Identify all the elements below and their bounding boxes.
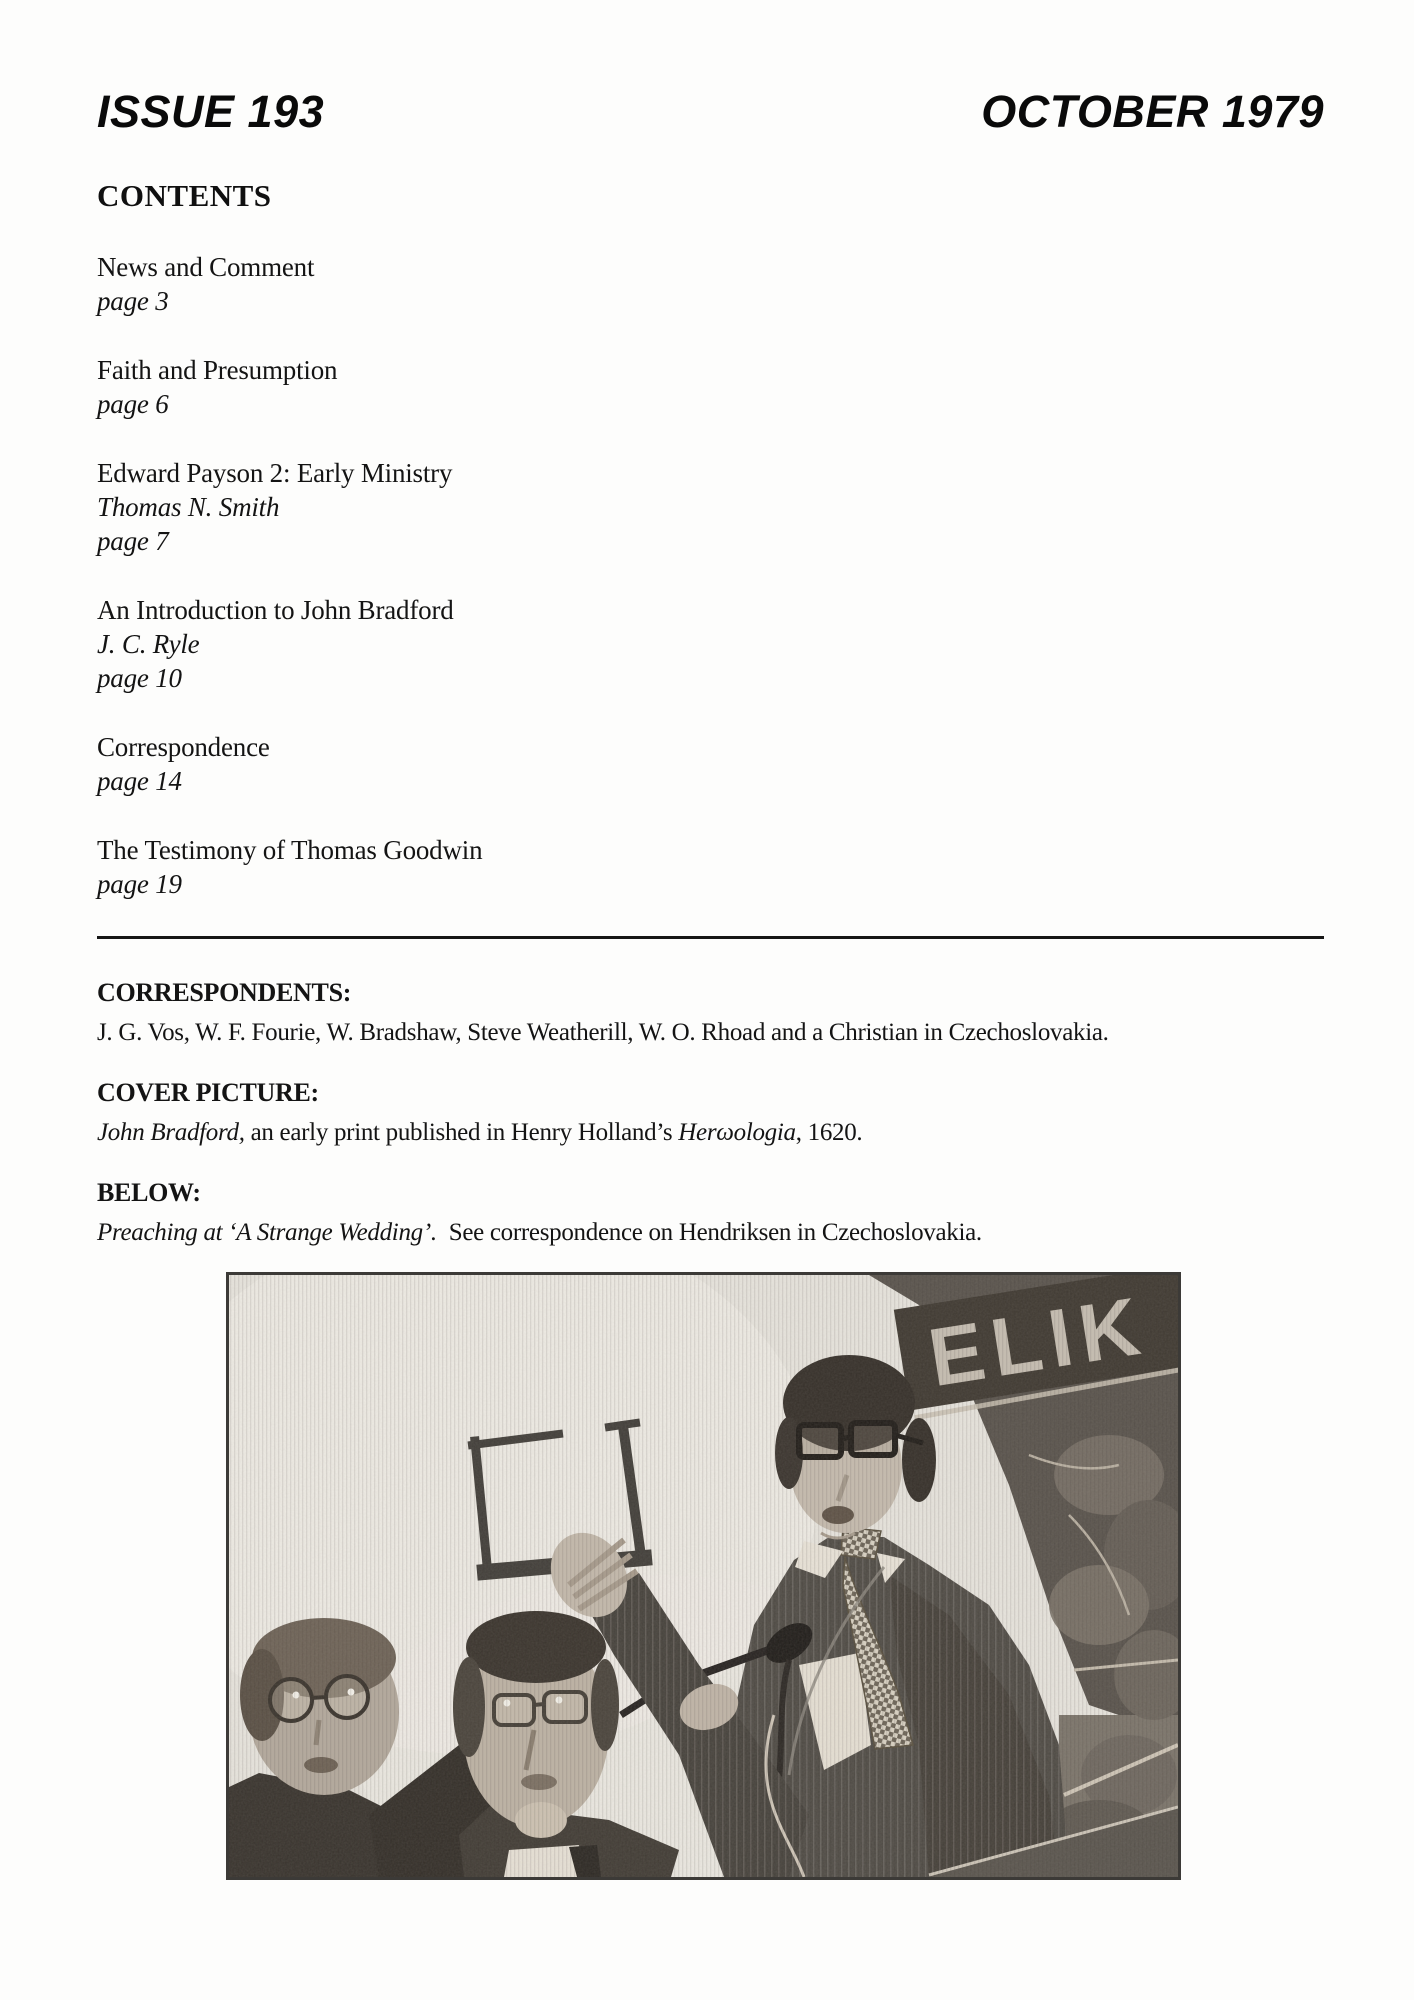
divider-rule	[97, 936, 1324, 939]
toc-entry-title: Faith and Presumption	[97, 355, 338, 385]
toc-entry	[97, 730, 1324, 798]
below-text	[97, 1217, 1324, 1249]
below-section	[97, 1177, 1324, 1249]
correspondents-section	[97, 977, 1324, 1049]
toc-entry-page: page 10	[97, 663, 182, 693]
toc-entry-title: Correspondence	[97, 732, 270, 762]
toc-entry-title: The Testimony of Thomas Goodwin	[97, 835, 483, 865]
issue-number: ISSUE 193	[97, 86, 325, 137]
toc-entry	[97, 593, 1324, 695]
correspondents-label: CORRESPONDENTS:	[97, 978, 352, 1007]
cover-picture-work: John Bradford,	[97, 1119, 245, 1146]
cover-picture-label: COVER PICTURE:	[97, 1078, 319, 1107]
toc-entry-page: page 19	[97, 869, 182, 899]
below-label: BELOW:	[97, 1178, 201, 1207]
toc-entry-title: An Introduction to John Bradford	[97, 595, 454, 625]
film-grain	[229, 1275, 1178, 1877]
cover-picture-desc: an early print published in Henry Holland’s	[244, 1119, 679, 1146]
below-caption: Preaching at ‘A Strange Wedding’.	[97, 1219, 437, 1246]
below-note: See correspondence on Hendriksen in Czechoslovakia.	[436, 1219, 982, 1246]
toc-entry	[97, 833, 1324, 901]
toc-entry-title: News and Comment	[97, 252, 315, 282]
cover-picture-text	[97, 1117, 1324, 1149]
cover-picture-book-title: Herωologia	[678, 1119, 796, 1146]
contents-heading: CONTENTS	[97, 178, 272, 213]
photo-illustration	[229, 1275, 1178, 1877]
correspondents-text: J. G. Vos, W. F. Fourie, W. Bradshaw, Steve Weatherill, W. O. Rhoad and a Christian in Czechoslovakia.	[97, 1019, 1109, 1046]
toc-entry	[97, 250, 1324, 318]
toc-entry-page: page 6	[97, 389, 169, 419]
toc-entry-page: page 7	[97, 526, 169, 556]
table-of-contents	[97, 250, 1324, 901]
photo-strange-wedding	[226, 1272, 1181, 1880]
toc-entry-author: Thomas N. Smith	[97, 492, 280, 522]
toc-entry	[97, 353, 1324, 421]
toc-entry-title: Edward Payson 2: Early Ministry	[97, 458, 453, 488]
toc-entry-author: J. C. Ryle	[97, 629, 200, 659]
cover-picture-section	[97, 1077, 1324, 1149]
toc-entry	[97, 456, 1324, 558]
cover-picture-year: , 1620.	[795, 1119, 863, 1146]
toc-entry-page: page 14	[97, 766, 182, 796]
toc-entry-page: page 3	[97, 286, 169, 316]
masthead	[97, 86, 1324, 137]
issue-date: OCTOBER 1979	[981, 86, 1324, 137]
